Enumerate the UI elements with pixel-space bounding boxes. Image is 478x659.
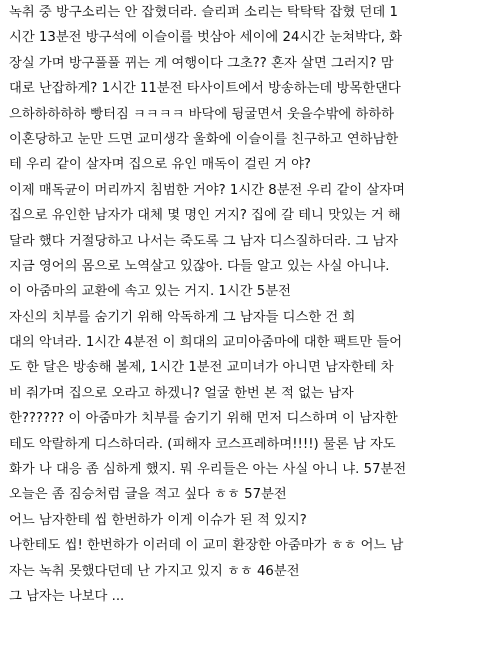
- text-line: 나한테도 씹! 한번하가 이러데 이 교미 환장한 아줌마가 ㅎㅎ 어느 남: [9, 538, 404, 554]
- text-line: 어느 남자한테 씹 한번하가 이게 이슈가 된 적 있지?: [9, 512, 307, 528]
- text-line: 한?????? 이 아줌마가 치부를 숨기기 위해 먼저 디스하며 이 남자한: [9, 411, 398, 427]
- text-line: 자는 녹취 못했다던데 난 가지고 있지 ㅎㅎ 46분전: [9, 563, 300, 579]
- text-line: 대의 악녀라. 1시간 4분전 이 희대의 교미아줌마에 대한 팩트만 들어: [9, 335, 403, 351]
- document-text: [9, 0, 475, 609]
- text-line: 집으로 유인한 남자가 대체 몇 명인 거지? 집에 갈 테니 맛있는 거 해: [9, 208, 401, 224]
- text-line: 으하하하하하 빵터짐 ㅋㅋㅋㅋ 바닥에 뒹굴면서 웃을수밖에 하하하: [9, 106, 395, 122]
- text-line: 화가 나 대응 좀 심하게 했지. 뭐 우리들은 아는 사실 아니 냐. 57분전: [9, 462, 407, 478]
- text-line: 테 우리 같이 살자며 집으로 유인 매독이 걸린 거 야?: [9, 157, 311, 173]
- text-line: 이 아줌마의 교환에 속고 있는 거지. 1시간 5분전: [9, 284, 291, 300]
- text-line: 이제 매독균이 머리까지 침범한 거야? 1시간 8분전 우리 같이 살자며: [9, 182, 405, 198]
- text-line: 테도 악랄하게 디스하더라. (피해자 코스프레하며!!!!) 물론 남 자도: [9, 436, 396, 452]
- text-line: 달라 했다 거절당하고 나서는 죽도록 그 남자 디스질하더라. 그 남자: [9, 233, 399, 249]
- text-line: 녹취 중 방구소리는 안 잡혔더라. 슬리퍼 소리는 탁탁탁 잡혔 던데 1: [9, 5, 398, 20]
- text-line: 도 한 달은 방송해 볼제, 1시간 1분전 교미녀가 아니면 남자한테 차: [9, 360, 394, 376]
- text-line: 오늘은 좀 짐승처럼 글을 적고 싶다 ㅎㅎ 57분전: [9, 487, 287, 503]
- text-line: 장실 가며 방구풀풀 뀌는 게 여행이다 그초?? 혼자 살면 그러지? 맘: [9, 55, 394, 71]
- text-line: 그 남자는 나보다 ...: [9, 588, 125, 604]
- text-line: 비 줘가며 집으로 오라고 하겠니? 얼굴 한번 본 적 없는 남자: [9, 385, 354, 401]
- text-line: 이혼당하고 눈만 드면 교미생각 울화에 이슬이를 친구하고 연하남한: [9, 131, 399, 147]
- text-line: 지금 영어의 몸으로 노역살고 있잖아. 다들 알고 있는 사실 아니냐.: [9, 258, 390, 274]
- text-line: 시간 13분전 방구석에 이슬이를 벗삼아 세이에 24시간 눈쳐박다, 화: [9, 30, 402, 46]
- text-line: 자신의 치부를 숨기기 위해 악독하게 그 남자들 디스한 건 희: [9, 309, 356, 325]
- text-line: 대로 난잡하게? 1시간 11분전 타사이트에서 방송하는데 방목한댄다: [9, 81, 401, 97]
